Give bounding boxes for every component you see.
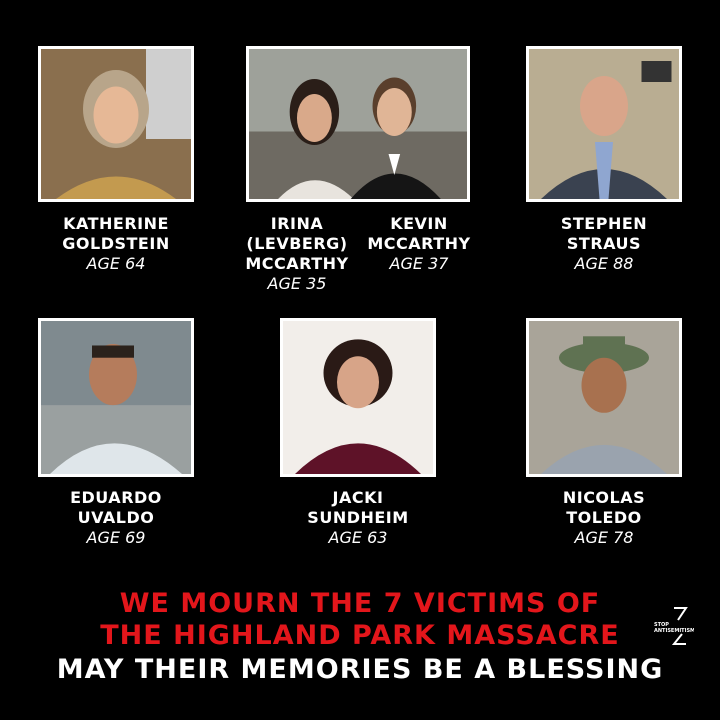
logo-text-line-1: STOP: [654, 622, 669, 628]
logo-mark-icon: [652, 606, 694, 646]
portrait-image: [41, 321, 191, 474]
photo-jacki-sundheim: [280, 318, 436, 477]
headline-line-1: WE MOURN THE 7 VICTIMS OF: [119, 588, 601, 619]
victim-name: JACKI: [332, 488, 384, 507]
victim-age: AGE 35: [267, 274, 327, 293]
victim-age: AGE 63: [328, 528, 388, 547]
victim-age: AGE 37: [389, 254, 449, 273]
portrait-image: [529, 321, 679, 474]
stop-antisemitism-logo: [652, 606, 694, 646]
victim-name: SUNDHEIM: [307, 508, 409, 527]
photo-eduardo-uvaldo: [38, 318, 194, 477]
headline-line-3: MAY THEIR MEMORIES BE A BLESSING: [56, 654, 664, 685]
portrait-image: [283, 321, 433, 474]
victim-age: AGE 78: [574, 528, 634, 547]
photo-irina-kevin-mccarthy: [246, 46, 470, 202]
caption-eduardo-uvaldo: [38, 488, 194, 548]
photo-katherine-goldstein: [38, 46, 194, 202]
portrait-image: [529, 49, 679, 199]
portrait-image: [41, 49, 191, 199]
victim-name: (LEVBERG): [246, 234, 348, 253]
victim-name: STEPHEN: [560, 214, 648, 233]
victim-name: MCCARTHY: [245, 254, 349, 273]
victim-name: NICOLAS: [562, 488, 646, 507]
caption-kevin-mccarthy: [358, 214, 480, 274]
victim-name: IRINA: [270, 214, 324, 233]
victim-name: MCCARTHY: [367, 234, 471, 253]
caption-nicolas-toledo: [526, 488, 682, 548]
victim-age: AGE 64: [86, 254, 146, 273]
victim-name: KEVIN: [390, 214, 448, 233]
logo-text-line-2: ANTISEMITISM: [654, 628, 694, 634]
victim-age: AGE 69: [86, 528, 146, 547]
portrait-image: [249, 49, 467, 199]
victim-name: GOLDSTEIN: [62, 234, 170, 253]
caption-irina-mccarthy: [236, 214, 358, 294]
victim-name: TOLEDO: [566, 508, 642, 527]
victim-name: UVALDO: [77, 508, 155, 527]
victim-name: KATHERINE: [63, 214, 169, 233]
victim-age: AGE 88: [574, 254, 634, 273]
caption-katherine-goldstein: [38, 214, 194, 274]
photo-stephen-straus: [526, 46, 682, 202]
headline-line-2: THE HIGHLAND PARK MASSACRE: [100, 620, 620, 651]
victim-name: STRAUS: [566, 234, 642, 253]
victim-name: EDUARDO: [70, 488, 162, 507]
caption-jacki-sundheim: [280, 488, 436, 548]
caption-stephen-straus: [526, 214, 682, 274]
photo-nicolas-toledo: [526, 318, 682, 477]
